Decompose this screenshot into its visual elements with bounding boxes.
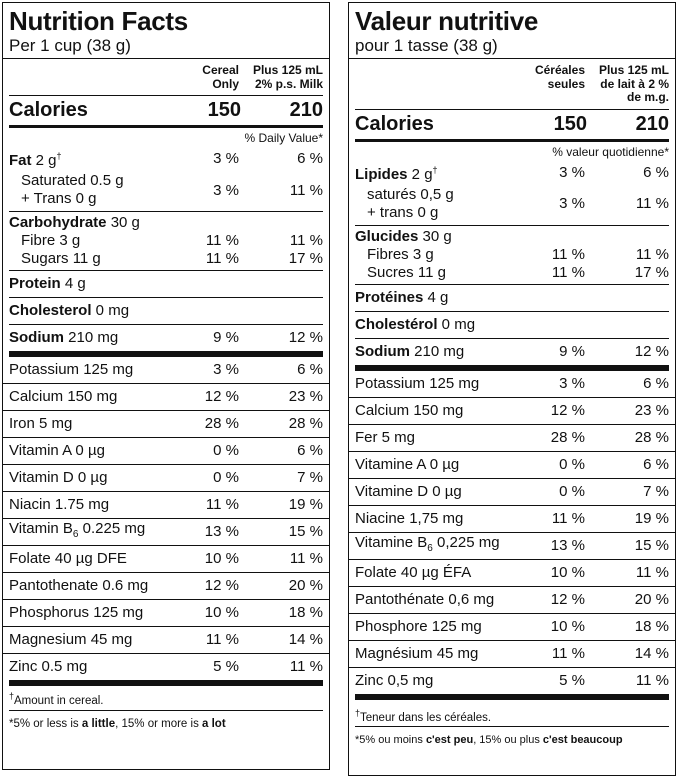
carbohydrate-row: Glucides 30 g <box>355 227 452 245</box>
nutrient-row <box>9 627 323 653</box>
calories-cereal: 150 <box>553 112 587 135</box>
nutrient-label: Niacine 1,75 mg <box>355 509 464 527</box>
nutrient-dv-with-milk: 11 % <box>635 671 669 689</box>
calories-cereal: 150 <box>207 99 241 121</box>
nutrient-dv-cereal: 3 % <box>213 361 239 378</box>
nutrient-row <box>355 371 669 397</box>
daily-value-header: % Daily Value* <box>244 131 323 145</box>
nutrient-dv-with-milk: 14 % <box>288 631 323 648</box>
nutrient-row <box>355 506 669 532</box>
nutrient-row <box>9 357 323 383</box>
nutrient-row <box>9 519 323 545</box>
nutrient-dv-cereal: 0 % <box>213 442 239 459</box>
nutrient-dv-cereal: 13 % <box>204 523 239 540</box>
calories-with-milk: 210 <box>635 112 669 135</box>
column-header-cereal: Céréales seules <box>534 63 585 91</box>
nutrient-dv-cereal: 5 % <box>559 671 585 689</box>
protein-row: Protéines 4 g <box>355 288 449 306</box>
column-header-with-milk: Plus 125 mL de lait à 2 % de m.g. <box>598 63 669 104</box>
nutrient-row <box>9 465 323 491</box>
panel-title: Nutrition Facts <box>9 6 188 36</box>
nutrient-label: Folate 40 µg ÉFA <box>355 563 472 581</box>
panel-title: Valeur nutritive <box>355 6 539 36</box>
nutrient-row <box>9 573 323 599</box>
nutrient-dv-cereal: 11 % <box>551 509 585 527</box>
nutrient-dv-cereal: 0 % <box>559 482 585 500</box>
nutrient-label: Iron 5 mg <box>9 415 73 432</box>
nutrient-label: Calcium 150 mg <box>355 401 464 419</box>
nutrient-label: Potassium 125 mg <box>355 374 480 392</box>
nutrient-label: Vitamine A 0 µg <box>355 455 460 473</box>
sodium-row: Sodium 210 mg 9 % 12 % <box>355 342 669 360</box>
calories-label: Calories <box>355 112 434 135</box>
nutrient-label: Pantothenate 0.6 mg <box>9 577 149 594</box>
nutrient-dv-with-milk: 15 % <box>288 523 323 540</box>
daily-value-header: % valeur quotidienne* <box>552 144 669 159</box>
footnote-daily-value: *5% or less is a little, 15% or more is a lot <box>9 717 226 730</box>
nutrient-dv-with-milk: 11 % <box>635 563 669 581</box>
nutrient-row <box>9 411 323 437</box>
nutrient-dv-cereal: 10 % <box>204 604 239 621</box>
nutrient-dv-cereal: 10 % <box>204 550 239 567</box>
nutrient-dv-with-milk: 19 % <box>634 509 669 527</box>
cholesterol-row: Cholesterol 0 mg <box>9 302 130 319</box>
nutrition-facts-panel-fr <box>348 2 676 776</box>
fat-group: Fat 2 g† 3 % 6 % <box>9 150 323 169</box>
nutrient-dv-with-milk: 6 % <box>643 374 669 392</box>
nutrition-facts-panel-en <box>2 2 330 770</box>
nutrient-row <box>355 641 669 667</box>
nutrient-dv-with-milk: 18 % <box>634 617 669 635</box>
nutrient-label: Vitamin D 0 µg <box>9 469 108 486</box>
vitamins-minerals-list <box>3 357 329 680</box>
nutrient-label: Zinc 0.5 mg <box>9 658 88 675</box>
nutrient-dv-cereal: 28 % <box>550 428 585 446</box>
cholesterol-row: Cholestérol 0 mg <box>355 315 476 333</box>
nutrient-row <box>355 452 669 478</box>
nutrient-dv-cereal: 11 % <box>205 496 239 513</box>
nutrient-row <box>9 654 323 680</box>
nutrient-label: Niacin 1.75 mg <box>9 496 110 513</box>
nutrient-dv-with-milk: 11 % <box>289 658 323 675</box>
nutrient-dv-cereal: 12 % <box>204 388 239 405</box>
nutrient-label: Vitamine D 0 µg <box>355 482 462 500</box>
column-headers <box>355 59 669 109</box>
footnote-daily-value: *5% ou moins c'est peu, 15% ou plus c'est beaucoup <box>355 734 623 747</box>
column-header-cereal: Cereal Only <box>202 63 239 91</box>
nutrient-dv-cereal: 10 % <box>550 617 585 635</box>
nutrient-dv-cereal: 13 % <box>550 536 585 554</box>
nutrient-dv-with-milk: 28 % <box>288 415 323 432</box>
nutrient-label: Vitamin $B_6$ 0.225 mg <box>9 520 146 540</box>
nutrient-row <box>355 533 669 559</box>
nutrient-label: Phosphorus 125 mg <box>9 604 144 621</box>
serving-size: Per 1 cup (38 g) <box>9 36 131 55</box>
nutrient-dv-with-milk: 14 % <box>634 644 669 662</box>
fibre-row: Fibre 3 g 11 % 11 % <box>21 232 323 249</box>
nutrient-dv-cereal: 28 % <box>204 415 239 432</box>
nutrient-dv-with-milk: 23 % <box>634 401 669 419</box>
nutrient-row <box>355 398 669 424</box>
nutrient-dv-cereal: 11 % <box>551 644 585 662</box>
sodium-row: Sodium 210 mg 9 % 12 % <box>9 329 323 346</box>
nutrient-dv-with-milk: 19 % <box>288 496 323 513</box>
nutrient-dv-cereal: 5 % <box>213 658 239 675</box>
nutrient-label: Vitamin A 0 µg <box>9 442 105 459</box>
nutrient-row <box>355 479 669 505</box>
nutrient-row <box>355 560 669 586</box>
nutrient-label: Magnésium 45 mg <box>355 644 479 662</box>
nutrient-dv-cereal: 12 % <box>550 590 585 608</box>
fat-label: Lipides <box>355 165 408 183</box>
nutrient-row <box>355 668 669 694</box>
nutrient-row <box>355 614 669 640</box>
nutrient-dv-with-milk: 23 % <box>288 388 323 405</box>
nutrient-dv-with-milk: 20 % <box>288 577 323 594</box>
nutrient-dv-with-milk: 18 % <box>288 604 323 621</box>
column-headers <box>9 59 323 95</box>
nutrient-row <box>9 438 323 464</box>
nutrient-label: Zinc 0,5 mg <box>355 671 434 689</box>
protein-row: Protein 4 g <box>9 275 86 292</box>
footnote-amount: †Amount in cereal. <box>9 691 104 707</box>
calories-with-milk: 210 <box>289 99 323 121</box>
nutrient-row <box>9 384 323 410</box>
nutrient-dv-cereal: 10 % <box>550 563 585 581</box>
nutrient-label: Pantothénate 0,6 mg <box>355 590 495 608</box>
nutrient-row <box>9 600 323 626</box>
calories-label: Calories <box>9 99 88 121</box>
vitamins-minerals-list <box>349 371 675 694</box>
nutrient-dv-cereal: 0 % <box>559 455 585 473</box>
nutrient-label: Vitamine $B_6$ 0,225 mg <box>355 533 500 554</box>
nutrient-dv-with-milk: 15 % <box>634 536 669 554</box>
calories-row <box>9 96 323 125</box>
saturated-trans-group: saturés 0,5 g + trans 0 g 3 % 11 % <box>367 185 669 221</box>
column-header-with-milk: Plus 125 mL 2% p.s. Milk <box>252 63 323 91</box>
footnote-amount: †Teneur dans les céréales. <box>355 707 492 724</box>
nutrient-label: Fer 5 mg <box>355 428 416 446</box>
nutrient-dv-cereal: 11 % <box>205 631 239 648</box>
nutrient-dv-with-milk: 7 % <box>643 482 669 500</box>
nutrient-label: Calcium 150 mg <box>9 388 118 405</box>
fat-label: Fat <box>9 152 32 169</box>
fibre-row: Fibres 3 g 11 % 11 % <box>367 245 669 263</box>
calories-row <box>355 110 669 139</box>
nutrient-dv-cereal: 12 % <box>550 401 585 419</box>
nutrient-label: Folate 40 µg DFE <box>9 550 127 567</box>
nutrient-dv-with-milk: 11 % <box>289 550 323 567</box>
carbohydrate-row: Carbohydrate 30 g <box>9 214 140 231</box>
nutrient-dv-with-milk: 6 % <box>297 442 323 459</box>
nutrient-label: Magnesium 45 mg <box>9 631 133 648</box>
nutrient-dv-cereal: 3 % <box>559 374 585 392</box>
nutrient-dv-with-milk: 6 % <box>297 361 323 378</box>
nutrient-label: Potassium 125 mg <box>9 361 134 378</box>
nutrient-dv-cereal: 12 % <box>204 577 239 594</box>
nutrient-dv-with-milk: 28 % <box>634 428 669 446</box>
nutrient-dv-with-milk: 20 % <box>634 590 669 608</box>
nutrient-row <box>355 587 669 613</box>
nutrient-dv-with-milk: 7 % <box>297 469 323 486</box>
nutrient-dv-with-milk: 6 % <box>643 455 669 473</box>
saturated-trans-group: Saturated 0.5 g + Trans 0 g 3 % 11 % <box>21 172 323 207</box>
nutrient-row <box>9 492 323 518</box>
nutrient-row <box>355 425 669 451</box>
nutrient-dv-cereal: 0 % <box>213 469 239 486</box>
sugars-row: Sugars 11 g 11 % 17 % <box>21 250 323 267</box>
sugars-row: Sucres 11 g 11 % 17 % <box>367 263 669 281</box>
fat-group: Lipides 2 g† 3 % 6 % <box>355 163 669 183</box>
nutrient-label: Phosphore 125 mg <box>355 617 482 635</box>
nutrient-row <box>9 546 323 572</box>
serving-size: pour 1 tasse (38 g) <box>355 36 498 55</box>
